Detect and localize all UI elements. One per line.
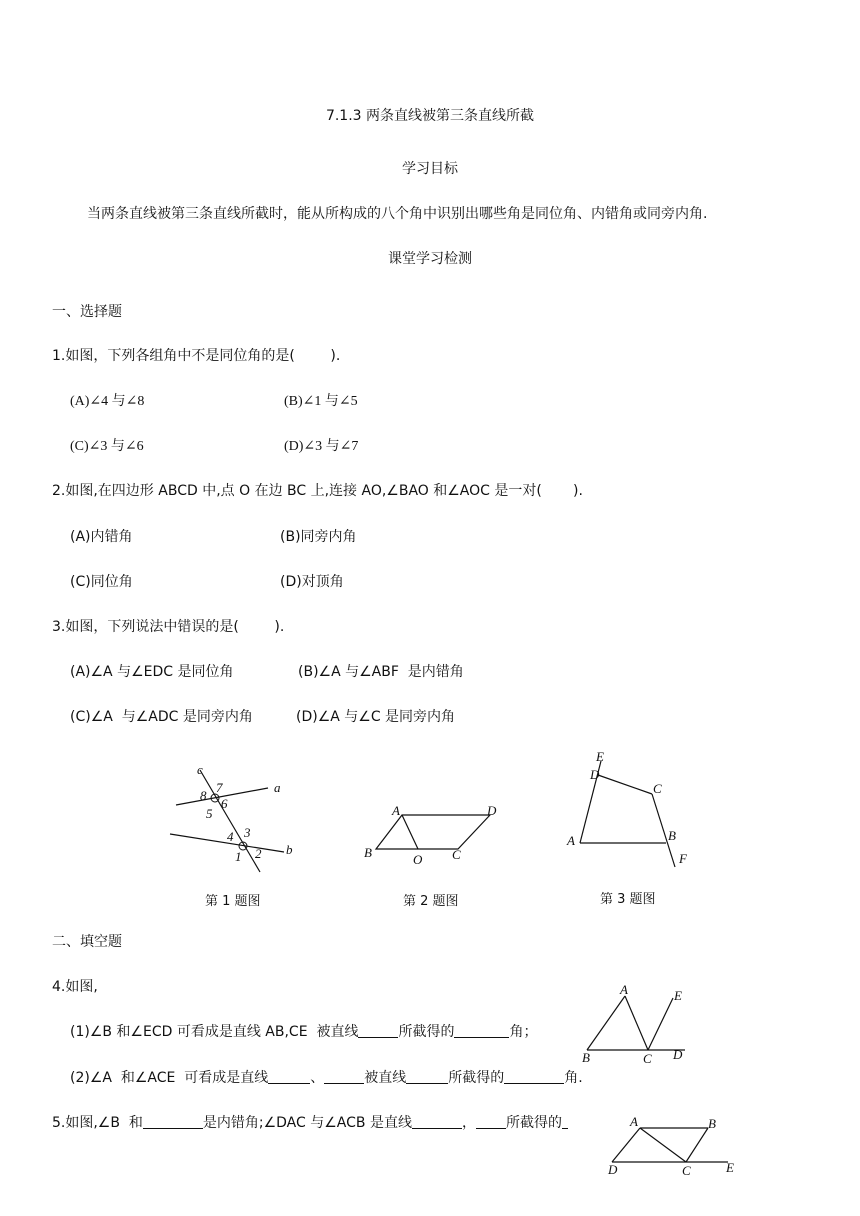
section-heading-goals: 学习目标	[402, 161, 458, 177]
q4-s2-text-c: 被直线	[364, 1070, 407, 1086]
q4-s2-text-a: (2)∠A 和∠ACE 可看成是直线	[70, 1070, 269, 1086]
label-E: E	[674, 988, 682, 1003]
answer-blank[interactable]	[324, 1069, 364, 1084]
figure-2-caption: 第 2 题图	[403, 894, 459, 909]
label-1: 1	[235, 849, 242, 864]
question-4-part-2	[70, 1069, 583, 1087]
q5-text-a: 5.如图,∠B 和	[52, 1115, 143, 1131]
answer-blank[interactable]	[358, 1023, 398, 1038]
figure-3	[560, 745, 710, 870]
label-B: B	[582, 1050, 590, 1065]
segment-ao	[402, 815, 418, 849]
label-B: B	[708, 1116, 716, 1131]
question-2-option-c: (C)同位角	[70, 574, 133, 590]
quadrilateral-abcd	[376, 815, 490, 849]
label-A: A	[567, 833, 575, 848]
segment-ac	[625, 996, 648, 1050]
answer-blank[interactable]	[412, 1114, 462, 1129]
part-heading-fill: 二、填空题	[52, 934, 122, 950]
answer-blank[interactable]	[406, 1069, 448, 1084]
label-4: 4	[227, 829, 234, 844]
label-C: C	[653, 781, 662, 796]
question-4-stem: 4.如图,	[52, 979, 98, 995]
question-1-stem: 1.如图，下列各组角中不是同位角的是( ).	[52, 348, 341, 364]
figure-4	[575, 980, 705, 1065]
question-2-stem: 2.如图,在四边形 ABCD 中,点 O 在边 BC 上,连接 AO,∠BAO 和∠AOC 是一对( ).	[52, 483, 583, 499]
question-4-part-1	[70, 1023, 537, 1041]
question-1-option-c: (C)∠3 与∠6	[70, 439, 144, 454]
label-F: F	[679, 851, 687, 866]
answer-blank[interactable]	[268, 1069, 310, 1084]
label-E: E	[726, 1160, 734, 1175]
question-1-option-d: (D)∠3 与∠7	[284, 439, 359, 454]
answer-blank[interactable]	[504, 1069, 564, 1084]
label-a: a	[274, 780, 281, 795]
question-2-option-d: (D)对顶角	[280, 574, 344, 590]
answer-blank[interactable]	[454, 1023, 509, 1038]
label-D: D	[487, 803, 497, 818]
goal-text: 当两条直线被第三条直线所截时，能从所构成的八个角中识别出哪些角是同位角、内错角或同旁内角.	[87, 206, 708, 222]
figure-2	[360, 800, 510, 870]
label-D: D	[608, 1162, 618, 1177]
label-8: 8	[200, 788, 207, 803]
q5-text-c: ，	[461, 1115, 476, 1131]
label-B: B	[364, 845, 372, 860]
answer-blank[interactable]	[562, 1114, 568, 1129]
question-1-option-b: (B)∠1 与∠5	[284, 394, 358, 409]
figure-1-caption: 第 1 题图	[205, 894, 261, 909]
question-3-stem: 3.如图，下列说法中错误的是( ).	[52, 619, 285, 635]
segment-ac	[640, 1128, 686, 1162]
answer-blank[interactable]	[476, 1114, 506, 1129]
question-3-option-d: (D)∠A 与∠C 是同旁内角	[296, 709, 456, 725]
question-2-option-b: (B)同旁内角	[280, 529, 357, 545]
label-C: C	[452, 847, 461, 862]
label-c: c	[197, 762, 203, 777]
q4-s2-text-e: 角.	[564, 1070, 583, 1086]
figure-3-caption: 第 3 题图	[600, 892, 656, 907]
question-3-option-b: (B)∠A 与∠ABF 是内错角	[298, 664, 464, 680]
page-title: 7.1.3 两条直线被第三条直线所截	[325, 108, 535, 124]
question-5-stem	[52, 1114, 568, 1132]
q5-text-d: 所截得的	[505, 1115, 562, 1131]
label-5: 5	[206, 806, 213, 821]
question-3-option-c: (C)∠A 与∠ADC 是同旁内角	[70, 709, 253, 725]
label-D: D	[590, 767, 600, 782]
label-3: 3	[244, 825, 251, 840]
q4-s1-text-c: 角；	[509, 1024, 538, 1040]
label-C: C	[643, 1051, 652, 1066]
label-6: 6	[221, 796, 228, 811]
label-2: 2	[255, 846, 262, 861]
question-3-option-a: (A)∠A 与∠EDC 是同位角	[70, 664, 234, 680]
label-b: b	[286, 842, 293, 857]
q4-s2-text-b: 、	[310, 1070, 325, 1086]
segment-ad	[612, 1128, 640, 1162]
label-O: O	[413, 852, 423, 867]
part-heading-choice: 一、选择题	[52, 304, 122, 320]
q4-s2-text-d: 所截得的	[448, 1070, 505, 1086]
label-A: A	[392, 803, 400, 818]
label-A: A	[620, 982, 628, 997]
q5-text-b: 是内错角;∠DAC 与∠ACB 是直线	[202, 1115, 412, 1131]
figure-1	[160, 760, 310, 880]
segment-ce	[648, 998, 673, 1050]
segment-ab	[587, 996, 625, 1050]
answer-blank[interactable]	[143, 1114, 203, 1129]
q4-s1-text-b: 所截得的	[398, 1024, 455, 1040]
label-B: B	[668, 828, 676, 843]
question-2-option-a: (A)内错角	[70, 529, 133, 545]
label-D: D	[673, 1047, 683, 1062]
label-7: 7	[216, 780, 223, 795]
label-A: A	[630, 1114, 638, 1129]
line-c	[200, 770, 260, 872]
label-C: C	[682, 1163, 691, 1178]
q4-s1-text-a: (1)∠B 和∠ECD 可看成是直线 AB,CE 被直线	[70, 1024, 359, 1040]
segment-bc	[686, 1128, 708, 1162]
figure-5	[600, 1108, 745, 1178]
section-heading-check: 课堂学习检测	[388, 251, 472, 267]
question-1-option-a: (A)∠4 与∠8	[70, 394, 145, 409]
label-E: E	[596, 749, 604, 764]
segment-dc	[598, 775, 652, 794]
